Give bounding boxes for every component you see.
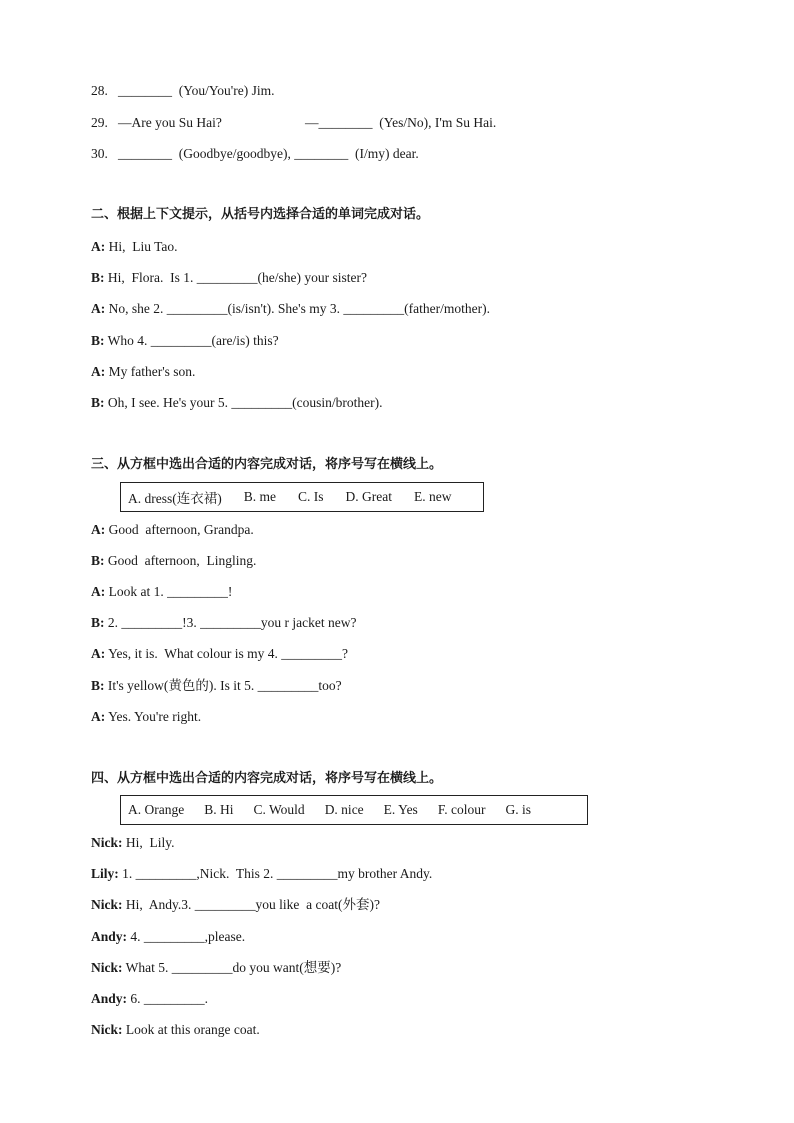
section-4-heading: 四、从方框中选出合适的内容完成对话，将序号写在横线上。 [91,771,443,786]
word-option: E. new [414,489,452,504]
word-option: A. Orange [128,802,185,817]
dialogue-text: It's yellow(黄色的). Is it 5. _________too? [104,678,342,693]
speaker-label: Andy: [91,991,128,1006]
dialogue-text: Hi, Andy.3. _________you like a coat(外套)? [122,897,380,912]
dialogue-text: Yes. You're right. [105,709,202,724]
dialogue-text: What 5. _________do you want(想要)? [122,960,342,975]
speaker-label: A: [91,646,106,661]
word-option: G. is [505,802,531,817]
word-option: C. Would [253,802,305,817]
dialogue-line [91,645,348,663]
speaker-label: B: [91,553,105,568]
dialogue-text: Oh, I see. He's your 5. _________(cousin/brother). [104,395,383,410]
dialogue-text: 6. _________. [127,991,209,1006]
dialogue-text: Look at 1. _________! [105,584,233,599]
question-30: 30. ________ (Goodbye/goodbye), ________ (I/my) dear. [91,146,419,161]
dialogue-line [91,238,178,256]
question-28: 28. ________ (You/You're) Jim. [91,83,275,98]
speaker-label: A: [91,709,106,724]
dialogue-text: 4. _________,please. [127,929,246,944]
section-2-heading: 二、根据上下文提示，从括号内选择合适的单词完成对话。 [91,207,430,222]
dialogue-line [91,959,341,977]
dialogue-text: Look at this orange coat. [122,1022,260,1037]
dialogue-line [91,521,254,539]
dialogue-text: No, she 2. _________(is/isn't). She's my 3. _________(father/mother). [105,301,490,316]
dialogue-line [91,896,380,914]
word-option: B. Hi [204,802,234,817]
word-bank-box [120,795,588,825]
dialogue-line [91,394,383,412]
dialogue-line [91,583,232,601]
dialogue-line [91,928,245,946]
speaker-label: Lily: [91,866,119,881]
speaker-label: A: [91,364,106,379]
speaker-label: B: [91,395,105,410]
dialogue-text: Hi, Lily. [122,835,175,850]
word-option: A. dress(连衣裙) [128,491,222,506]
dialogue-line [91,614,356,632]
dialogue-line [91,865,432,883]
speaker-label: A: [91,584,106,599]
dialogue-line [91,677,342,695]
speaker-label: B: [91,333,105,348]
dialogue-text: My father's son. [105,364,196,379]
word-option: C. Is [298,489,324,504]
dialogue-text: 1. _________,Nick. This 2. _________my brother Andy. [118,866,433,881]
question-29-answer: —________ (Yes/No), I'm Su Hai. [305,115,497,130]
dialogue-text: Hi, Flora. Is 1. _________(he/she) your sister? [104,270,367,285]
dialogue-line [91,332,279,350]
speaker-label: Nick: [91,960,123,975]
speaker-label: B: [91,270,105,285]
dialogue-line [91,834,175,852]
speaker-label: A: [91,239,106,254]
speaker-label: A: [91,522,106,537]
dialogue-line [91,1021,260,1039]
speaker-label: Nick: [91,897,123,912]
word-option: E. Yes [383,802,418,817]
dialogue-line [91,990,208,1008]
speaker-label: Nick: [91,835,123,850]
dialogue-text: 2. _________!3. _________you r jacket new? [104,615,357,630]
speaker-label: B: [91,678,105,693]
dialogue-line [91,300,490,318]
word-option: B. me [243,489,276,504]
dialogue-text: Good afternoon, Lingling. [104,553,257,568]
dialogue-line [91,552,256,570]
dialogue-line [91,363,195,381]
dialogue-text: Yes, it is. What colour is my 4. _________? [105,646,348,661]
dialogue-text: Good afternoon, Grandpa. [105,522,254,537]
word-option: D. nice [324,802,364,817]
speaker-label: A: [91,301,106,316]
dialogue-text: Hi, Liu Tao. [105,239,178,254]
question-29-prompt: 29. —Are you Su Hai? [91,115,222,130]
word-option: D. Great [345,489,392,504]
dialogue-line [91,269,367,287]
word-bank-box [120,482,484,512]
dialogue-line [91,708,201,726]
word-option: F. colour [437,802,486,817]
section-3-heading: 三、从方框中选出合适的内容完成对话，将序号写在横线上。 [91,457,443,472]
speaker-label: Andy: [91,929,128,944]
speaker-label: Nick: [91,1022,123,1037]
dialogue-text: Who 4. _________(are/is) this? [104,333,279,348]
speaker-label: B: [91,615,105,630]
